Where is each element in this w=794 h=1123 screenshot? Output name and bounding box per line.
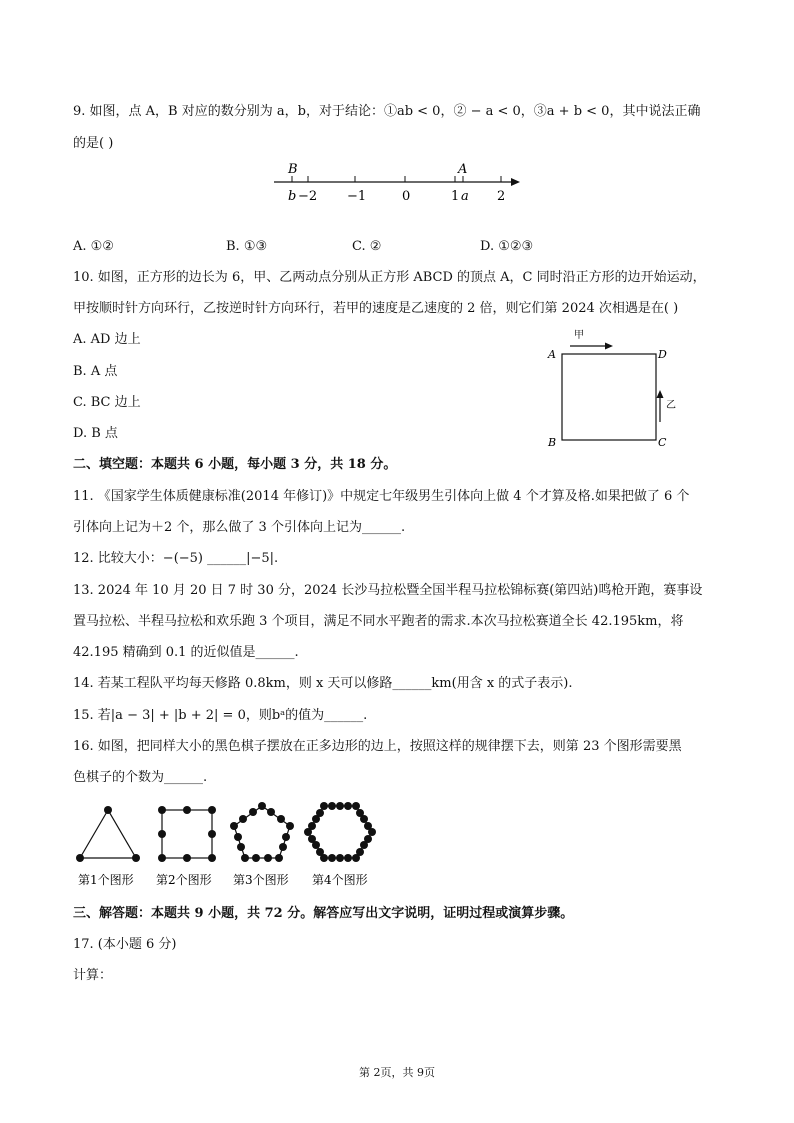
tick-2: 2 [497, 189, 506, 204]
polygon-pattern-figure [70, 798, 390, 890]
q14: 14. 若某工程队平均每天修路 0.8km，则 x 天可以修路______km(用含 x 的式子表示). [73, 676, 573, 691]
q10-choice-b: B. A 点 [73, 364, 118, 379]
jia-label: 甲 [574, 330, 584, 341]
figure-1-label: 第1个图形 [78, 873, 134, 887]
q10-choice-c: C. BC 边上 [73, 395, 141, 410]
vertex-c: C [658, 436, 667, 449]
q9-line1: 9. 如图，点 A，B 对应的数分别为 a，b，对于结论：①ab < 0，② − a < 0，③a + b < 0，其中说法正确 [73, 104, 701, 119]
q11-line2: 引体向上记为＋2 个，那么做了 3 个引体向上记为______. [73, 520, 406, 535]
figure-2-label: 第2个图形 [156, 873, 212, 887]
q16-line2: 色棋子的个数为______. [73, 770, 208, 785]
figure-3-label: 第3个图形 [233, 873, 289, 887]
q13-line3: 42.195 精确到 0.1 的近似值是______. [73, 645, 299, 660]
q16-line1: 16. 如图，把同样大小的黑色棋子摆放在正多边形的边上，按照这样的规律摆下去，则第 23 个图形需要黑 [73, 739, 682, 754]
point-b-label: B [288, 162, 298, 177]
vertex-d: D [658, 348, 667, 361]
tick-0: 0 [402, 189, 411, 204]
q9-choice-d: D. ①②③ [480, 239, 534, 254]
page-footer: 第 2页，共 9页 [359, 1066, 435, 1079]
vertex-b: B [548, 436, 557, 449]
q9-choice-b: B. ①③ [226, 239, 268, 254]
q17-line2: 计算： [73, 968, 113, 983]
q9-choice-c: C. ② [352, 239, 382, 254]
q9-line2: 的是( ) [73, 136, 114, 151]
tick-1: 1 [451, 189, 460, 204]
yi-label: 乙 [666, 400, 676, 411]
section3-heading: 三、解答题：本题共 9 小题，共 72 分。解答应写出文字说明，证明过程或演算步骤。 [73, 906, 574, 921]
square-figure [540, 324, 680, 450]
q17-line1: 17. (本小题 6 分) [73, 937, 177, 952]
tick-a: a [461, 189, 469, 204]
q10-choice-d: D. B 点 [73, 426, 118, 441]
tick-neg1: −1 [347, 189, 367, 204]
q13-line1: 13. 2024 年 10 月 20 日 7 时 30 分，2024 长沙马拉松暨全国半程马拉松锦标赛(第四站)鸣枪开跑，赛事设 [73, 583, 703, 598]
section2-heading: 二、填空题：本题共 6 小题，每小题 3 分，共 18 分。 [73, 457, 397, 472]
figure-4-label: 第4个图形 [312, 873, 368, 887]
number-line-figure [268, 156, 528, 208]
q9-choice-a: A. ①② [73, 239, 114, 254]
q10-choice-a: A. AD 边上 [73, 332, 141, 347]
q13-line2: 置马拉松、半程马拉松和欢乐跑 3 个项目，满足不同水平跑者的需求.本次马拉松赛道全长 42.195km，将 [73, 614, 684, 629]
q10-line1: 10. 如图，正方形的边长为 6，甲、乙两动点分别从正方形 ABCD 的顶点 A，C 同时沿正方形的边开始运动， [73, 270, 706, 285]
q12: 12. 比较大小：−(−5) ______|−5|. [73, 551, 279, 566]
q15: 15. 若|a − 3| + |b + 2| = 0，则bᵃ的值为______. [73, 708, 368, 723]
tick-b: b [288, 189, 297, 204]
vertex-a: A [548, 348, 556, 361]
tick-neg2: −2 [298, 189, 318, 204]
q10-line2: 甲按顺时针方向环行，乙按逆时针方向环行，若甲的速度是乙速度的 2 倍，则它们第 2024 次相遇是在( ) [73, 301, 679, 316]
q11-line1: 11. 《国家学生体质健康标准(2014 年修订)》中规定七年级男生引体向上做 4 个才算及格.如果把做了 6 个 [73, 489, 690, 504]
point-a-label: A [458, 162, 468, 177]
